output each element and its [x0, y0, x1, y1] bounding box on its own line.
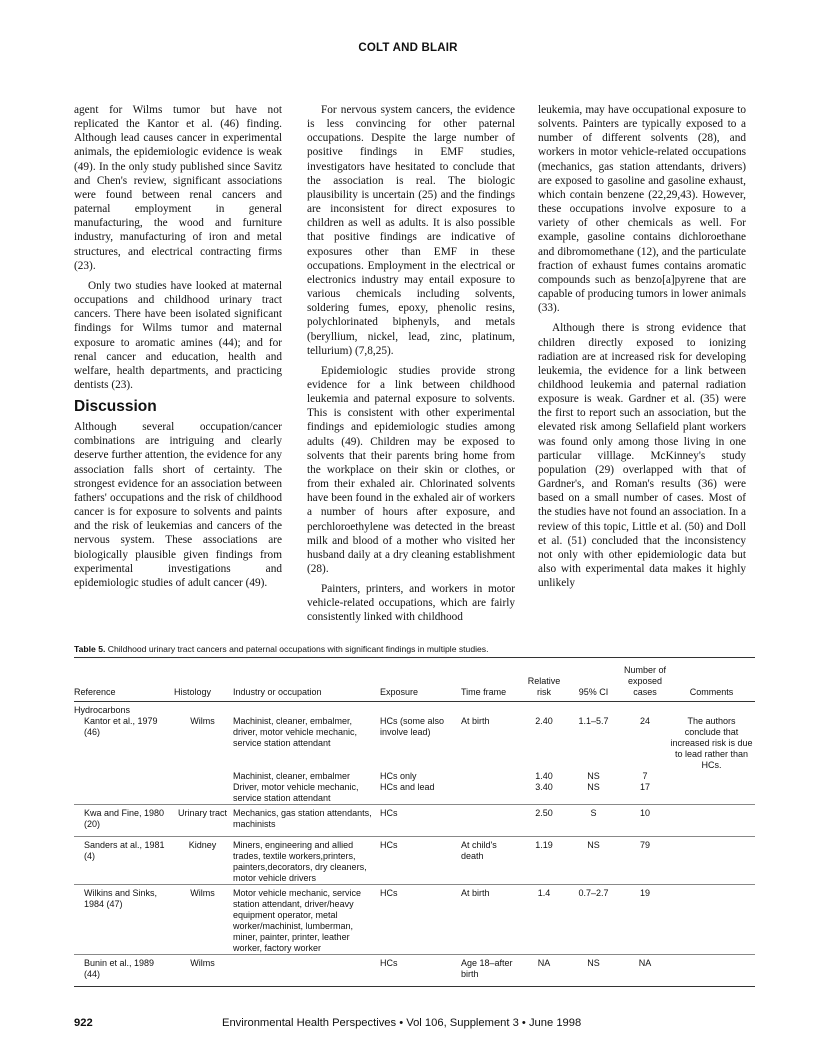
paragraph: Although several occupation/cancer combinations are intriguing and clearly deserve further attention, the evidence for any association falls short of certainty. The strongest evidence for an association between fathers' occupations and the risk of childhood cancer is for exposure to solvents and paints and the risk of leukemias and cancers of the nervous system. These associations are biologically plausible given findings from experimental investigations and epidemiologic studies of adult cancer (49). — [74, 421, 282, 589]
table-row: Wilkins and Sinks, 1984 (47) Wilms Motor vehicle mechanic, service station attendant, driver/heavy equipment operator, metal worker/machinist, lumberman, miner, painter, printer, leather worker, factory worker HCs At birth 1.4 0.7–2.7 19 — [74, 885, 755, 955]
section-heading-discussion: Discussion — [74, 398, 157, 416]
group-label: Hydrocarbons — [74, 705, 131, 715]
header-exposed-cases: Number of exposed cases — [623, 665, 667, 697]
table-row: Bunin et al., 1989 (44) Wilms HCs Age 18–after birth NA NS NA — [74, 955, 755, 987]
table-caption-label: Table 5. — [74, 644, 106, 654]
text-column-3 — [538, 103, 746, 590]
table-top-rule — [74, 657, 755, 658]
table-row: Driver, motor vehicle mechanic, service station attendant HCs and lead 3.40 NS 17 — [233, 782, 650, 803]
header-exposure: Exposure — [380, 687, 419, 697]
header-ci: 95% CI — [578, 687, 609, 697]
header-histology: Histology — [174, 687, 212, 697]
text-column-2 — [307, 103, 515, 625]
text-column-1 — [74, 103, 282, 590]
header-comments: Comments — [689, 687, 734, 697]
table-caption-text: Childhood urinary tract cancers and paternal occupations with significant findings in multiple studies. — [107, 644, 489, 654]
page-number: 922 — [74, 1017, 93, 1029]
paragraph: Although there is strong evidence that children directly exposed to ionizing radiation are at increased risk for developing leukemia, the evidence for a link between childhood leukemia and paternal radiation exposure is weak. Gardner et al. (35) were the first to report such an association, but the elevated risk among Sellafield plant workers was found only among those living in one particular villlage. McKinney's study population (29) overlapped with that of Gardner's, and Roman's results (36) were based on a small number of cases. Most of the studies have not found an association. In a review of this topic, Little et al. (50) and Doll et al. (51) concluded that the inconsistency not only with other epidemiologic data but also with experimental data makes it highly unlikely — [538, 322, 746, 590]
running-head: COLT AND BLAIR — [358, 42, 458, 54]
paragraph: For nervous system cancers, the evidence is less convincing for other paternal occupations. Despite the large number of positive findings in EMF studies, investigators have hesitated to conclude that the association is real. The biologic plausibility is uncertain (25) and the findings are inconsistent for direct exposures to children as well as adults. It is also possible that positive findings are indicative of exposures other than EMF in these occupations. Employment in the electrical or electronics industry may entail exposure to various chemicals including solvents, soldering fumes, epoxy, phenolic resins, polychlorinated biphenyls, and metals (beryllium, nickel, lead, zinc, platinum, tellurium) (7,8,25). — [307, 104, 515, 357]
table-row: Kantor et al., 1979 (46) Wilms Machinist, cleaner, embalmer, driver, motor vehicle mechanic, service station attendant HCs (some also involve lead) At birth 2.40 1.1–5.7 24 The authors conclude that increased risk is due to lead rather than HCs. — [84, 716, 753, 770]
table-row: Machinist, cleaner, embalmer HCs only 1.40 NS 7 — [233, 771, 648, 781]
paragraph: Painters, printers, and workers in motor vehicle-related occupations, which are fairly consistently linked with childhood — [307, 583, 515, 624]
journal-citation: Environmental Health Perspectives • Vol 106, Supplement 3 • June 1998 — [222, 1017, 582, 1029]
paragraph: Epidemiologic studies provide strong evidence for a link between childhood leukemia and paternal exposure to solvents. This is consistent with other experimental findings and epidemiologic studies among adults (49). Children may be exposed to solvents that their parents bring home from the workplace on their skin or clothes, or from their exhaled air. Chlorinated solvents have been found in the exhaled air of workers a number of hours after exposure, and perchloroethylene was detected in the breast milk and blood of a mother who visited her husband daily at a dry cleaning establishment (28). — [307, 364, 515, 575]
header-reference: Reference — [74, 687, 116, 697]
header-relative-risk: Relative risk — [527, 676, 561, 697]
header-time-frame: Time frame — [461, 687, 507, 697]
table-caption — [74, 644, 754, 654]
table-row: Sanders at al., 1981 (4) Kidney Miners, engineering and allied trades, textile workers,printers, painters,decorators, dry cleaners, motor vehicle drivers HCs At child's death 1.19 NS 79 — [74, 837, 755, 885]
header-industry: Industry or occupation — [233, 687, 322, 697]
table-row: Kwa and Fine, 1980 (20) Urinary tract Mechanics, gas station attendants, machinists HCs 2.50 S 10 — [74, 805, 755, 837]
paragraph: agent for Wilms tumor but have not replicated the Kantor et al. (46) finding. Although lead causes cancer in experimental animals, the epidemiologic evidence is weak (49). In the only study published since Savitz and Chen's review, significant associations were found between renal cancers and paternal employment in general manufacturing, the wood and furniture industry, manufacturing of iron and metal structures, and electrical contracting firms (23). — [74, 104, 282, 272]
table-5 — [74, 662, 755, 987]
paragraph: leukemia, may have occupational exposure to solvents. Painters are typically exposed to a number of different solvents (28), and workers in motor vehicle-related occupations (mechanics, gas station attendants, drivers) are exposed to gasoline and gasoline exhaust, which contain benzene (22,29,43). However, these occupations involve exposure to a variety of other chemicals as well. For example, gasoline contains dichloroethane and dibromomethane (12), and the particulate fraction of exhaust fumes contains aromatic compounds such as benzo[a]pyrene that are capable of producing tumors in lower animals (33). — [538, 104, 746, 315]
paragraph: Only two studies have looked at maternal occupations and childhood urinary tract cancers. There have been isolated significant findings for Wilms tumor and maternal exposure to aromatic amines (44); and for renal cancer and education, health and welfare, health departments, and practicing dentists (23). — [74, 279, 282, 391]
